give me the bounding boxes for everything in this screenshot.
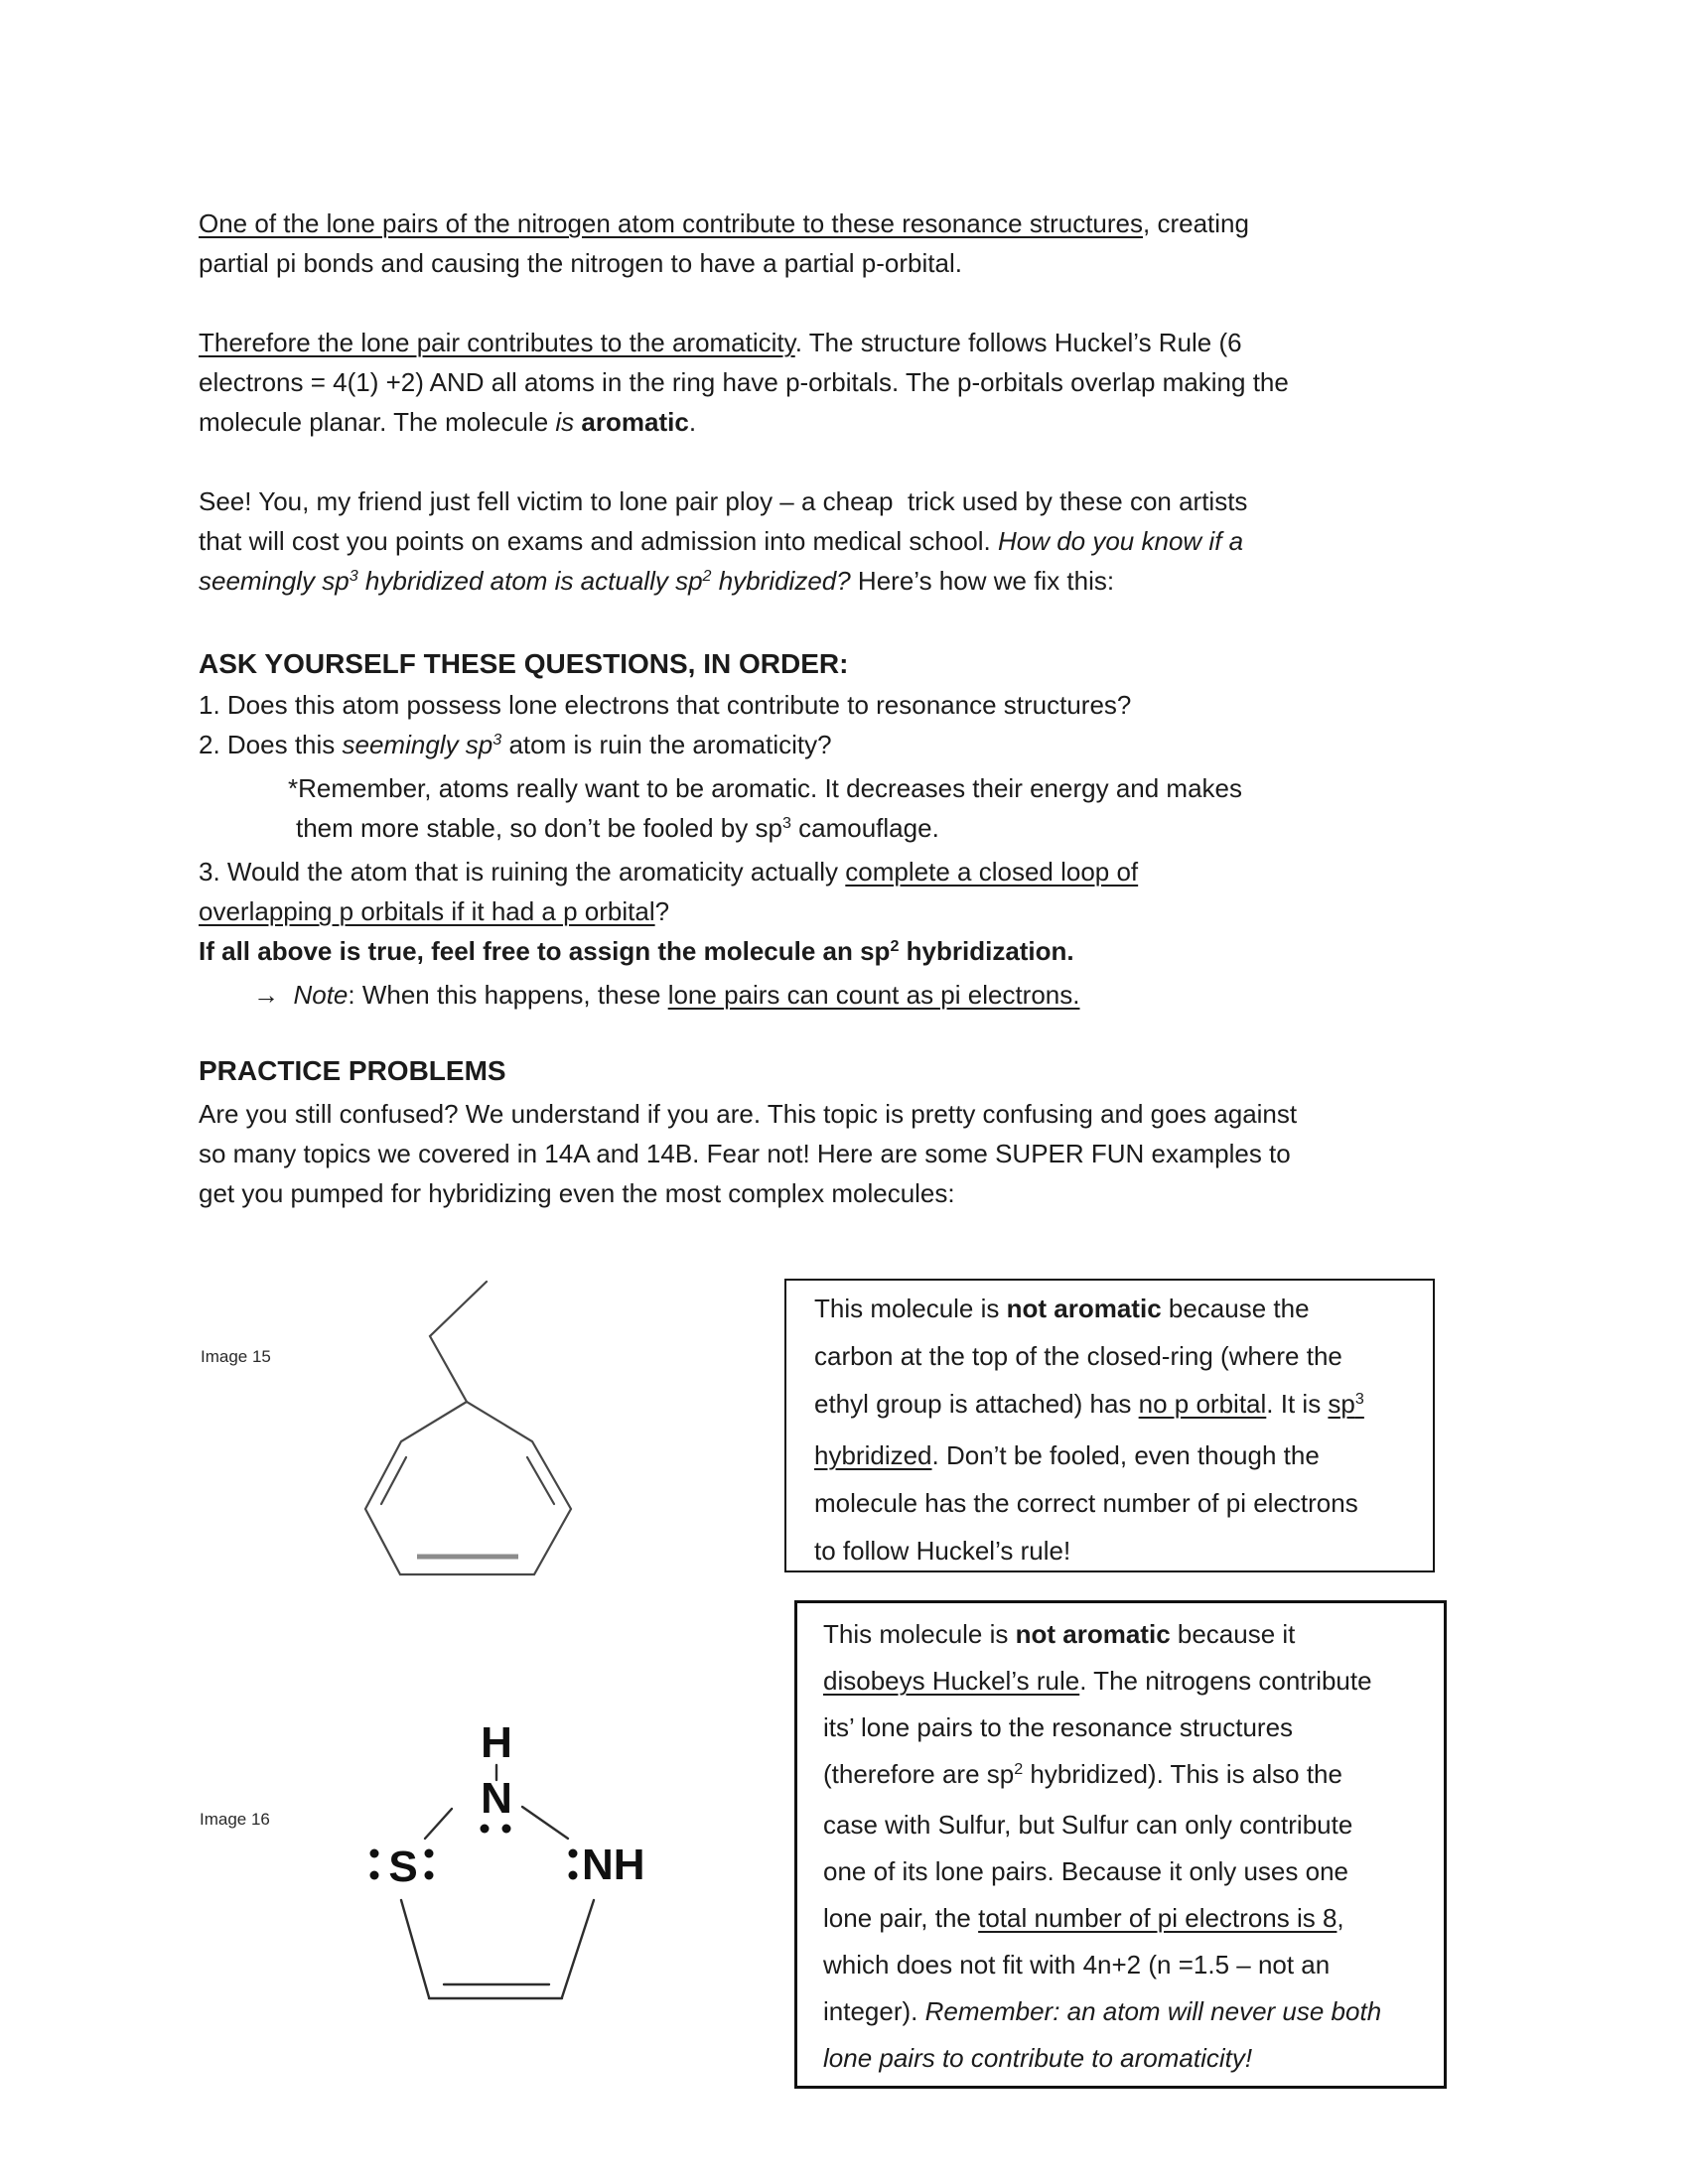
paragraph-aromaticity	[199, 323, 1289, 442]
text-line: which does not fit with 4n+2 (n =1.5 – not an	[823, 1950, 1331, 1979]
sulfur-lone-pair-dot	[370, 1849, 379, 1858]
nitrogen-atom-label: N	[481, 1774, 512, 1823]
text-line: electrons = 4(1) +2) AND all atoms in the ring have p-orbitals. The p-orbitals overlap making the	[199, 367, 1289, 397]
questions-list	[199, 685, 1242, 1015]
sulfur-lone-pair-dot	[425, 1849, 434, 1858]
text-line: lone pair, the total number of pi electrons is 8,	[823, 1903, 1344, 1933]
double-bond-right	[527, 1457, 554, 1504]
ethyl-group	[430, 1282, 487, 1402]
text-line: This molecule is not aromatic because it	[823, 1619, 1296, 1649]
paragraph-lone-pairs	[199, 204, 1249, 283]
text-line: overlapping p orbitals if it had a p orbital?	[199, 896, 670, 926]
text-line: 1. Does this atom possess lone electrons that contribute to resonance structures?	[199, 690, 1132, 720]
nitrogen-lone-pair-dot	[502, 1825, 511, 1834]
text-line: *Remember, atoms really want to be aromatic. It decreases their energy and makes	[288, 773, 1242, 803]
text-line: molecule planar. The molecule is aromatic.	[199, 407, 697, 437]
nh-lone-pair-dot	[569, 1871, 578, 1880]
nitrogen-lone-pair-dot	[481, 1825, 490, 1834]
text-line: carbon at the top of the closed-ring (where the	[814, 1341, 1342, 1371]
text-line: lone pairs to contribute to aromaticity!	[823, 2043, 1253, 2073]
nh-lone-pair-dot	[569, 1849, 578, 1858]
text-line: hybridized. Don’t be fooled, even though the	[814, 1440, 1320, 1470]
image-16-label: Image 16	[200, 1810, 270, 1829]
n-s-bond	[425, 1809, 452, 1839]
text-line: its’ lone pairs to the resonance structures	[823, 1712, 1294, 1742]
text-line: them more stable, so don’t be fooled by $sp^3$ camouflage.	[296, 813, 939, 843]
nh-carbon-bond	[562, 1900, 594, 1997]
text-line: get you pumped for hybridizing even the most complex molecules:	[199, 1178, 955, 1208]
text-line: See! You, my friend just fell victim to lone pair ploy – a cheap trick used by these con artists	[199, 486, 1248, 516]
text-line: to follow Huckel’s rule!	[814, 1536, 1071, 1566]
hydrogen-atom-label: H	[481, 1718, 512, 1767]
double-bond-left	[381, 1457, 406, 1504]
sulfur-lone-pair-dot	[370, 1871, 379, 1880]
text-line: If all above is true, feel free to assign the molecule an $sp^2$ hybridization.	[199, 936, 1074, 966]
image-15-label: Image 15	[201, 1347, 271, 1366]
text-line: Are you still confused? We understand if you are. This topic is pretty confusing and goes against	[199, 1099, 1298, 1129]
callout-box-image16	[794, 1600, 1447, 2089]
cycloheptatriene-structure	[365, 1282, 571, 1574]
text-line: integer). Remember: an atom will never use both	[823, 1996, 1382, 2026]
paragraph-lone-pair-ploy	[199, 481, 1247, 605]
text-line: molecule has the correct number of pi electrons	[814, 1488, 1358, 1518]
text-line: disobeys Huckel’s rule. The nitrogens contribute	[823, 1666, 1372, 1696]
text-line: seemingly $sp^3$ hybridized atom is actually $sp^2$ hybridized? Here’s how we fix this:	[199, 566, 1115, 596]
callout-box-image15	[784, 1279, 1435, 1572]
seven-membered-ring	[365, 1402, 571, 1574]
heading-practice-problems: PRACTICE PROBLEMS	[199, 1055, 506, 1086]
thiadiazole-structure	[370, 1718, 645, 1998]
text-line: partial pi bonds and causing the nitrogen to have a partial p-orbital.	[199, 248, 962, 278]
sulfur-lone-pair-dot	[425, 1871, 434, 1880]
sulfur-atom-label: S	[388, 1843, 418, 1891]
n-nh-bond	[522, 1807, 568, 1839]
text-line: 2. Does this seemingly $sp^3$ atom is ruin the aromaticity?	[199, 730, 832, 759]
text-line: This molecule is not aromatic because the	[814, 1294, 1310, 1323]
text-line: case with Sulfur, but Sulfur can only contribute	[823, 1810, 1353, 1840]
text-line: ethyl group is attached) has no p orbital. It is $sp^3$	[814, 1389, 1364, 1419]
text-line: that will cost you points on exams and admission into medical school. How do you know if a	[199, 526, 1244, 556]
heading-ask-yourself: ASK YOURSELF THESE QUESTIONS, IN ORDER:	[199, 648, 849, 679]
paragraph-practice-intro	[199, 1094, 1297, 1213]
text-line: (therefore are $sp^2$ hybridized). This is also the	[823, 1759, 1342, 1789]
text-line: one of its lone pairs. Because it only uses one	[823, 1856, 1348, 1886]
text-line: → Note: When this happens, these lone pairs can count as pi electrons.	[253, 980, 1080, 1010]
nh-atom-label: NH	[582, 1841, 645, 1889]
text-line: 3. Would the atom that is ruining the aromaticity actually complete a closed loop of	[199, 857, 1139, 887]
text-line: Therefore the lone pair contributes to the aromaticity. The structure follows Huckel’s Rule (6	[199, 328, 1242, 357]
text-line: One of the lone pairs of the nitrogen atom contribute to these resonance structures, creating	[199, 208, 1249, 238]
s-carbon-bond	[401, 1900, 429, 1997]
text-line: so many topics we covered in 14A and 14B. Fear not! Here are some SUPER FUN examples to	[199, 1139, 1291, 1168]
